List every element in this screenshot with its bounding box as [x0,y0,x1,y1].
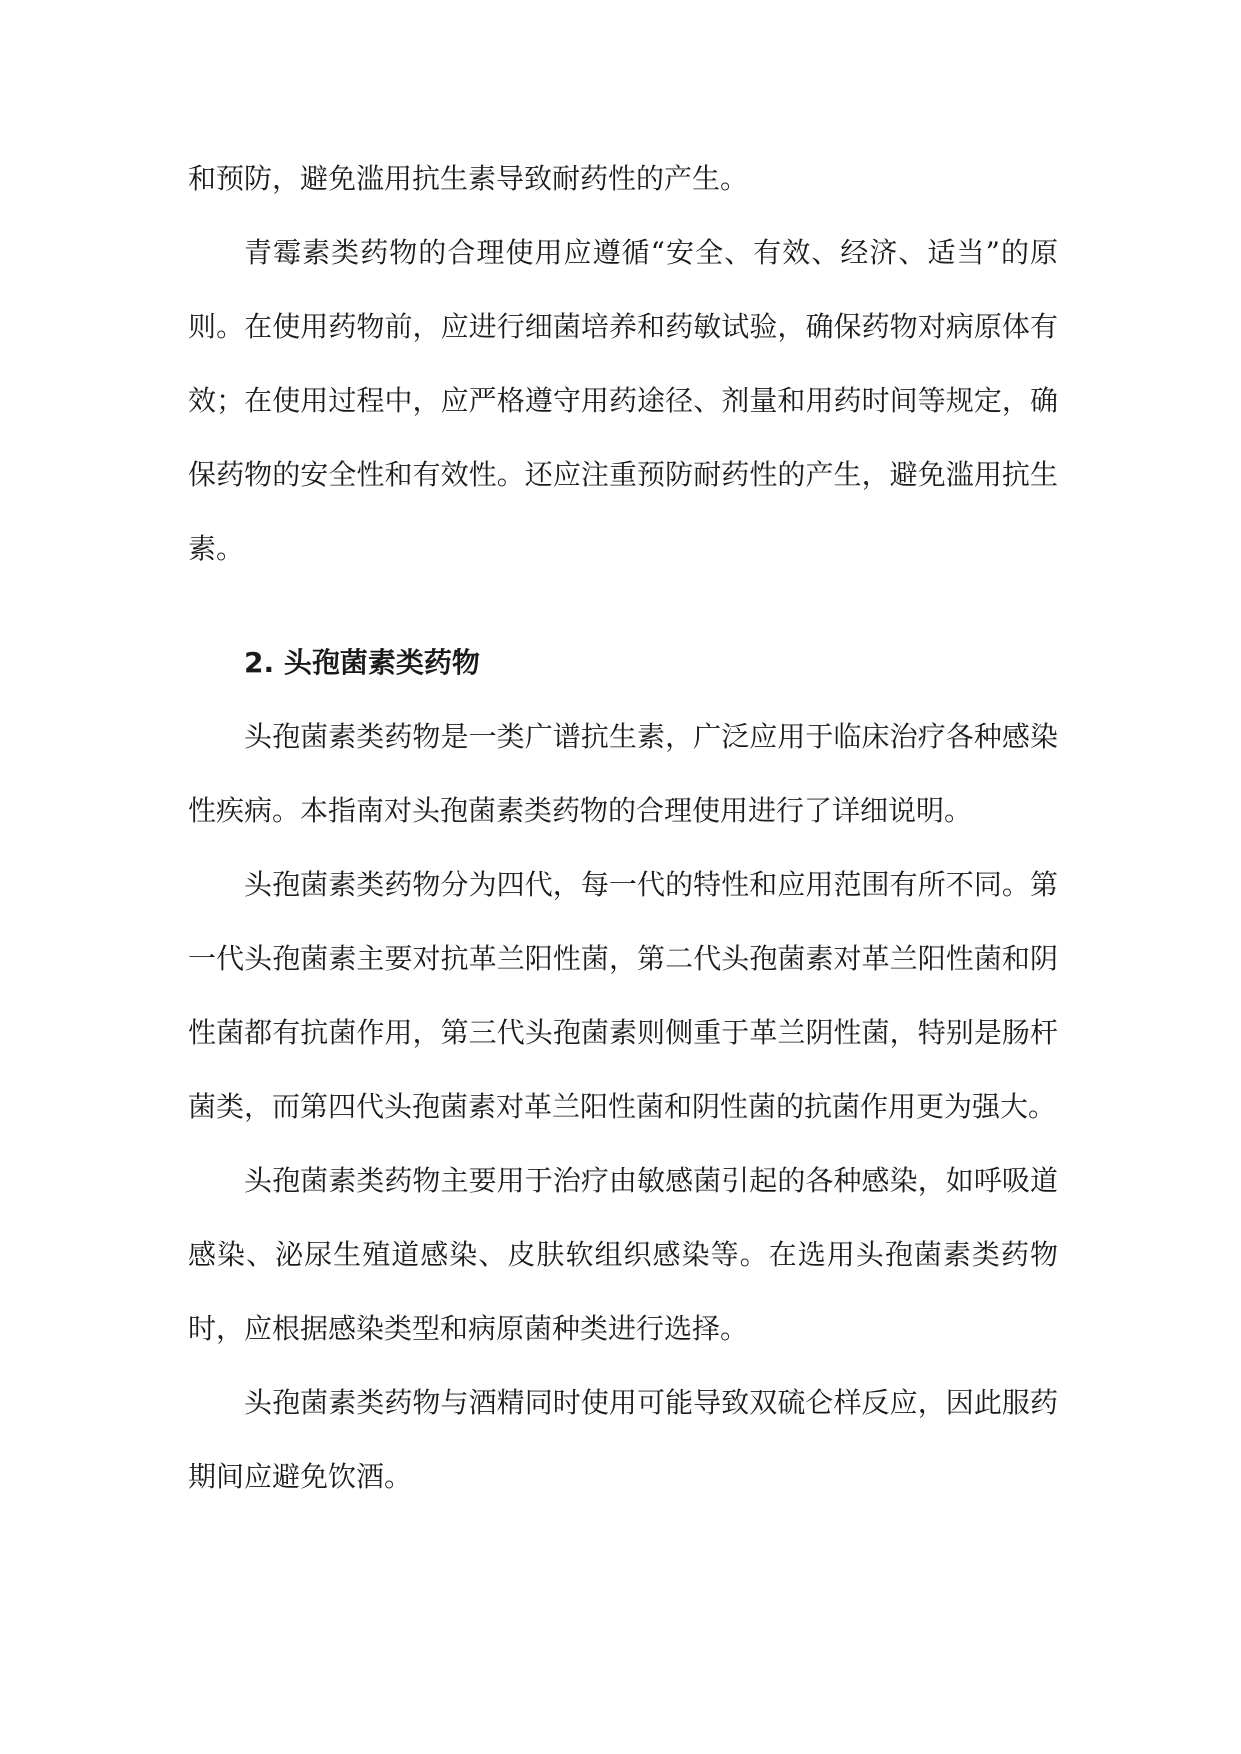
document-body [188,142,1058,1514]
paragraph-cephalosporin-generations: 头孢菌素类药物分为四代，每一代的特性和应用范围有所不同。第一代头孢菌素主要对抗革兰阳性菌，第二代头孢菌素对革兰阳性菌和阴性菌都有抗菌作用，第三代头孢菌素则侧重于革兰阴性菌，特别是肠杆菌类，而第四代头孢菌素对革兰阳性菌和阴性菌的抗菌作用更为强大。 [188,868,1058,1123]
section-heading-cephalosporins: 2. 头孢菌素类药物 [244,646,480,679]
paragraph-continuation: 和预防，避免滥用抗生素导致耐药性的产生。 [188,162,749,195]
paragraph-cephalosporin-indications: 头孢菌素类药物主要用于治疗由敏感菌引起的各种感染，如呼吸道感染、泌尿生殖道感染、皮肤软组织感染等。在选用头孢菌素类药物时，应根据感染类型和病原菌种类进行选择。 [188,1164,1058,1345]
paragraph-cephalosporin-intro: 头孢菌素类药物是一类广谱抗生素，广泛应用于临床治疗各种感染性疾病。本指南对头孢菌素类药物的合理使用进行了详细说明。 [188,720,1058,827]
paragraph-cephalosporin-alcohol-warning: 头孢菌素类药物与酒精同时使用可能导致双硫仑样反应，因此服药期间应避免饮酒。 [188,1386,1058,1493]
paragraph-penicillin-principles: 青霉素类药物的合理使用应遵循“安全、有效、经济、适当”的原则。在使用药物前，应进行细菌培养和药敏试验，确保药物对病原体有效；在使用过程中，应严格遵守用药途径、剂量和用药时间等规定，确保药物的安全性和有效性。还应注重预防耐药性的产生，避免滥用抗生素。 [188,236,1058,565]
